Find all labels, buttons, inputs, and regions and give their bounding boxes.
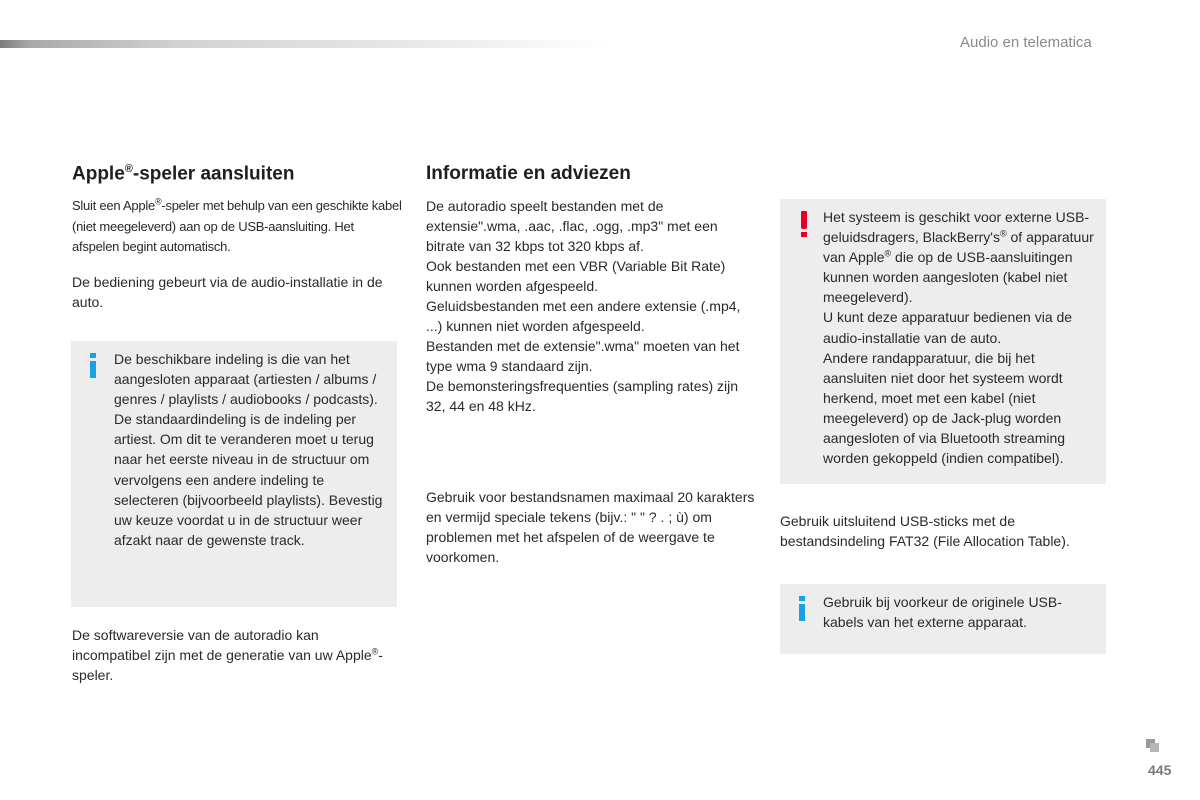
formats-paragraph: De autoradio speelt bestanden met de extensie".wma, .aac, .flac, .ogg, .mp3" met een bitrate van 32 kbps tot 320 kbps af. Ook bestanden met een VBR (Variable Bit Rate) kunnen worden afgespeeld. Geluidsbestanden met een andere extensie (.mp4, ...) kunnen niet worden afgespeeld. Bestanden met de extensie".wma" moeten van het type wma 9 standaard zijn. De bemonsteringsfrequenties (sampling rates) zijn 32, 44 en 48 kHz. bbox=[426, 198, 741, 414]
section-title: Audio en telematica bbox=[960, 34, 1092, 51]
software-paragraph bbox=[72, 625, 392, 685]
registered-mark: ® bbox=[999, 228, 1007, 239]
warning-text-part1: Het systeem is geschikt voor externe USB-geluidsdragers, BlackBerry's bbox=[823, 209, 1090, 246]
registered-mark: ® bbox=[154, 196, 162, 207]
page-marker-shadow bbox=[1150, 743, 1159, 752]
info-box-cables bbox=[780, 584, 1106, 654]
connect-text-part2: -speler met behulp van een geschikte kabel (niet meegeleverd) aan op de USB-aansluiting. Het afspelen begint automatisch. bbox=[72, 198, 402, 254]
registered-mark: ® bbox=[884, 248, 892, 259]
warning-icon bbox=[797, 211, 811, 236]
usb-paragraph: Gebruik uitsluitend USB-sticks met de bestandsindeling FAT32 (File Allocation Table). bbox=[780, 513, 1070, 549]
warning-text-part2: of apparatuur van Apple bbox=[823, 229, 1094, 266]
connect-instructions bbox=[72, 196, 402, 258]
filenames-paragraph: Gebruik voor bestandsnamen maximaal 20 karakters en vermijd speciale tekens (bijv.: " " ? . ; ù) om problemen met het afspelen of de weergave te voorkomen. bbox=[426, 489, 755, 565]
software-text-part2: -speler. bbox=[72, 647, 383, 683]
info-icon bbox=[88, 353, 98, 378]
header-gradient-bar bbox=[0, 40, 610, 48]
heading-apple-text: Apple bbox=[72, 163, 125, 185]
info-icon bbox=[797, 596, 807, 621]
warning-box-text bbox=[823, 207, 1098, 468]
registered-mark: ® bbox=[371, 646, 379, 657]
registered-mark: ® bbox=[124, 163, 133, 175]
info-box-layout-text: De beschikbare indeling is die van het aangesloten apparaat (artiesten / albums / genres / playlists / audiobooks / podcasts). De standaardindeling is de indeling per artiest. Om dit te veranderen moet u terug naar het eerste niveau in de structuur om vervolgens een andere indeling te selecteren (bijvoorbeeld playlists). Bevestig uw keuze voordat u in de structuur weer afzakt naar de gewenste track. bbox=[114, 351, 383, 548]
connect-text-part1: Sluit een Apple bbox=[72, 198, 155, 213]
info-box-cables-text: Gebruik bij voorkeur de originele USB-kabels van het externe apparaat. bbox=[823, 594, 1062, 631]
heading-apple-player bbox=[72, 163, 294, 185]
page-number: 445 bbox=[1148, 762, 1172, 778]
control-paragraph: De bediening gebeurt via de audio-installatie in de auto. bbox=[72, 274, 383, 310]
software-text-part1: De softwareversie van de autoradio kan incompatibel zijn met de generatie van uw Apple bbox=[72, 627, 372, 663]
heading-information: Informatie en adviezen bbox=[426, 163, 631, 184]
warning-text-part3: die op de USB-aansluitingen kunnen worden aangesloten (kabel niet meegeleverd). U kunt deze apparatuur bedienen via de audio-installatie van de auto. Andere randapparatuur, die bij het aansluiten niet door het systeem wordt herkend, moet met een kabel (niet meegeleverd) op de Jack-plug worden aangesloten of via Bluetooth streaming worden gekoppeld (indien compatibel). bbox=[823, 249, 1073, 467]
warning-box-compatibility bbox=[780, 199, 1106, 484]
info-box-layout bbox=[71, 341, 397, 607]
heading-apple-rest: -speler aansluiten bbox=[132, 163, 295, 185]
